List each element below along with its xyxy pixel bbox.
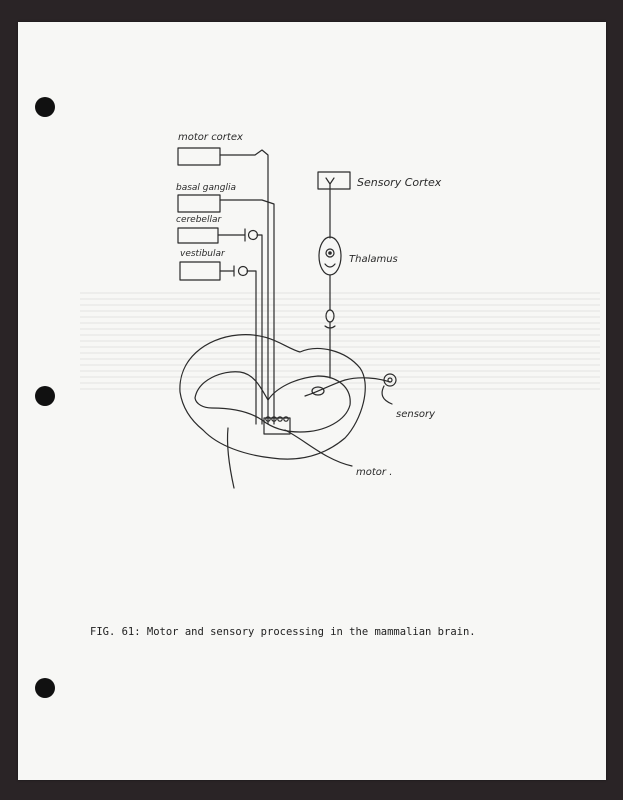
label-sensory-cortex: Sensory Cortex bbox=[357, 176, 442, 189]
sensory-nerve bbox=[382, 386, 392, 404]
label-vestibular: vestibular bbox=[180, 249, 225, 259]
cerebellar-tract bbox=[218, 229, 245, 241]
motor-output-line bbox=[285, 430, 352, 466]
label-motor-cortex: motor cortex bbox=[178, 132, 243, 143]
spinal-cord-outline bbox=[180, 335, 365, 459]
grey-matter-outline bbox=[195, 372, 350, 432]
vestibular-synapse bbox=[239, 267, 248, 276]
label-thalamus: Thalamus bbox=[349, 254, 398, 265]
vestibular-tract bbox=[220, 266, 234, 276]
basal-ganglia-tract bbox=[220, 200, 274, 424]
label-cerebellar: cerebellar bbox=[176, 215, 222, 225]
cerebellar-synapse bbox=[249, 231, 258, 240]
label-basal-ganglia: basal ganglia bbox=[176, 183, 236, 193]
figure-caption: FIG. 61: Motor and sensory processing in the mammalian brain. bbox=[90, 626, 476, 638]
label-motor: motor . bbox=[356, 467, 393, 478]
thalamus-node bbox=[319, 237, 341, 275]
sensory-cortex-box bbox=[318, 172, 350, 189]
sensory-receptor bbox=[384, 374, 396, 386]
basal-ganglia-box bbox=[178, 195, 220, 212]
cerebellar-box bbox=[178, 228, 218, 243]
spinal-cord-left-edge bbox=[227, 428, 234, 488]
motor-cortex-box bbox=[178, 148, 220, 165]
vestibular-box bbox=[180, 262, 220, 280]
label-sensory: sensory bbox=[396, 409, 436, 420]
